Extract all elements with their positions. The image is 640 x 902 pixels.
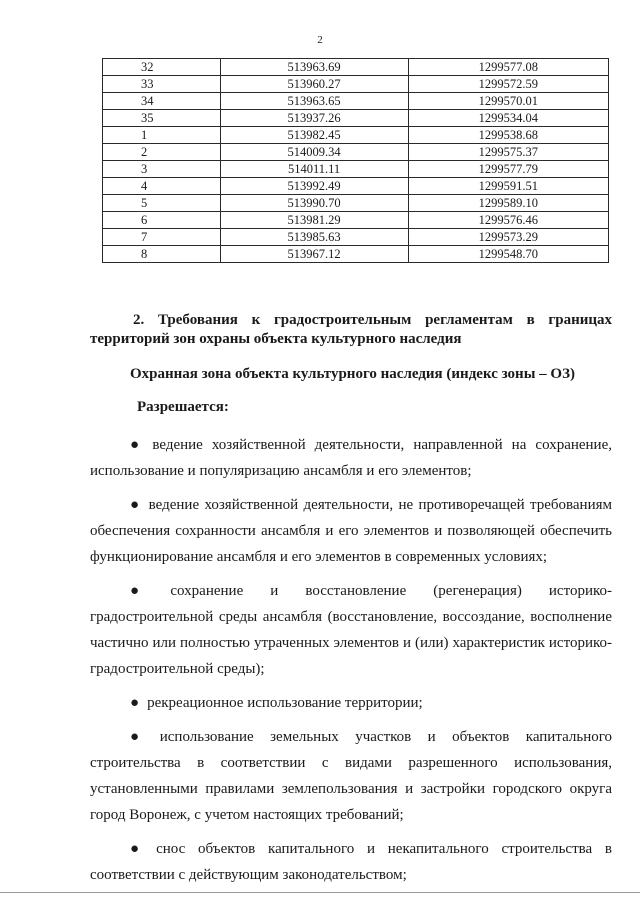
table-row <box>103 161 609 178</box>
table-row <box>103 212 609 229</box>
list-item-text: снос объектов капитального и некапитального строительства в соответствии с действующим законодательством; <box>90 841 613 883</box>
x-coordinate-cell: 513990.70 <box>220 195 408 212</box>
x-coordinate-cell: 513992.49 <box>220 178 408 195</box>
x-coordinate-cell: 514009.34 <box>220 144 408 161</box>
table-row <box>103 246 609 263</box>
list-item-text: ведение хозяйственной деятельности, направленной на сохранение, использование и популяризацию ансамбля и его элементов; <box>90 437 612 479</box>
point-number-cell: 7 <box>103 229 221 246</box>
y-coordinate-cell: 1299534.04 <box>408 110 608 127</box>
allowed-activities-list <box>90 432 612 896</box>
point-number-cell: 8 <box>103 246 221 263</box>
y-coordinate-cell: 1299570.01 <box>408 93 608 110</box>
table-row <box>103 59 609 76</box>
x-coordinate-cell: 513981.29 <box>220 212 408 229</box>
y-coordinate-cell: 1299576.46 <box>408 212 608 229</box>
x-coordinate-cell: 514011.11 <box>220 161 408 178</box>
point-number-cell: 35 <box>103 110 221 127</box>
y-coordinate-cell: 1299572.59 <box>408 76 608 93</box>
coordinates-table <box>102 58 609 263</box>
table-row <box>103 144 609 161</box>
list-item-text: рекреационное использование территории; <box>147 695 423 711</box>
point-number-cell: 5 <box>103 195 221 212</box>
list-item <box>90 492 612 570</box>
point-number-cell: 2 <box>103 144 221 161</box>
x-coordinate-cell: 513982.45 <box>220 127 408 144</box>
table-row <box>103 76 609 93</box>
y-coordinate-cell: 1299591.51 <box>408 178 608 195</box>
y-coordinate-cell: 1299577.79 <box>408 161 608 178</box>
bullet-icon: ● <box>130 695 140 711</box>
y-coordinate-cell: 1299548.70 <box>408 246 608 263</box>
bullet-icon: ● <box>130 497 141 513</box>
point-number-cell: 3 <box>103 161 221 178</box>
bullet-icon: ● <box>130 729 152 745</box>
table-row <box>103 178 609 195</box>
y-coordinate-cell: 1299573.29 <box>408 229 608 246</box>
list-item-text: сохранение и восстановление (регенерация) историко-градостроительной среды ансамбля (восстановление, воссоздание, восполнение частично или полностью утраченных элементов и (или) характеристик историко-градостроительной среды); <box>90 583 613 677</box>
bullet-icon: ● <box>130 437 145 453</box>
table-row <box>103 127 609 144</box>
list-item <box>90 432 612 484</box>
point-number-cell: 4 <box>103 178 221 195</box>
table-row <box>103 195 609 212</box>
coordinates-table-body <box>103 59 609 263</box>
x-coordinate-cell: 513960.27 <box>220 76 408 93</box>
bullet-icon: ● <box>130 583 163 599</box>
allowed-heading: Разрешается: <box>137 399 229 415</box>
point-number-cell: 32 <box>103 59 221 76</box>
page-number: 2 <box>317 34 323 46</box>
list-item-text: использование земельных участков и объектов капитального строительства в соответствии с видами разрешенного использования, установленными правилами землепользования и застройки городского округа город Воронеж, с учетом настоящих требований; <box>90 729 612 823</box>
section-heading: 2. Требования к градостроительным регламентам в границах территорий зон охраны объекта культурного наследия <box>90 312 612 347</box>
y-coordinate-cell: 1299589.10 <box>408 195 608 212</box>
x-coordinate-cell: 513963.65 <box>220 93 408 110</box>
page-bottom-divider <box>0 892 640 893</box>
list-item <box>90 836 612 888</box>
table-row <box>103 229 609 246</box>
bullet-icon: ● <box>130 841 149 857</box>
point-number-cell: 6 <box>103 212 221 229</box>
list-item-text: ведение хозяйственной деятельности, не противоречащей требованиям обеспечения сохранности ансамбля и его элементов и позволяющей обеспечить функционирование ансамбля и его элементов в современных условиях; <box>90 497 612 565</box>
table-row <box>103 110 609 127</box>
y-coordinate-cell: 1299538.68 <box>408 127 608 144</box>
x-coordinate-cell: 513985.63 <box>220 229 408 246</box>
x-coordinate-cell: 513937.26 <box>220 110 408 127</box>
y-coordinate-cell: 1299575.37 <box>408 144 608 161</box>
zone-heading: Охранная зона объекта культурного наследия (индекс зоны – ОЗ) <box>130 366 575 382</box>
table-row <box>103 93 609 110</box>
x-coordinate-cell: 513963.69 <box>220 59 408 76</box>
point-number-cell: 34 <box>103 93 221 110</box>
list-item <box>90 724 612 828</box>
list-item <box>90 690 612 716</box>
point-number-cell: 33 <box>103 76 221 93</box>
y-coordinate-cell: 1299577.08 <box>408 59 608 76</box>
point-number-cell: 1 <box>103 127 221 144</box>
list-item <box>90 578 612 682</box>
x-coordinate-cell: 513967.12 <box>220 246 408 263</box>
